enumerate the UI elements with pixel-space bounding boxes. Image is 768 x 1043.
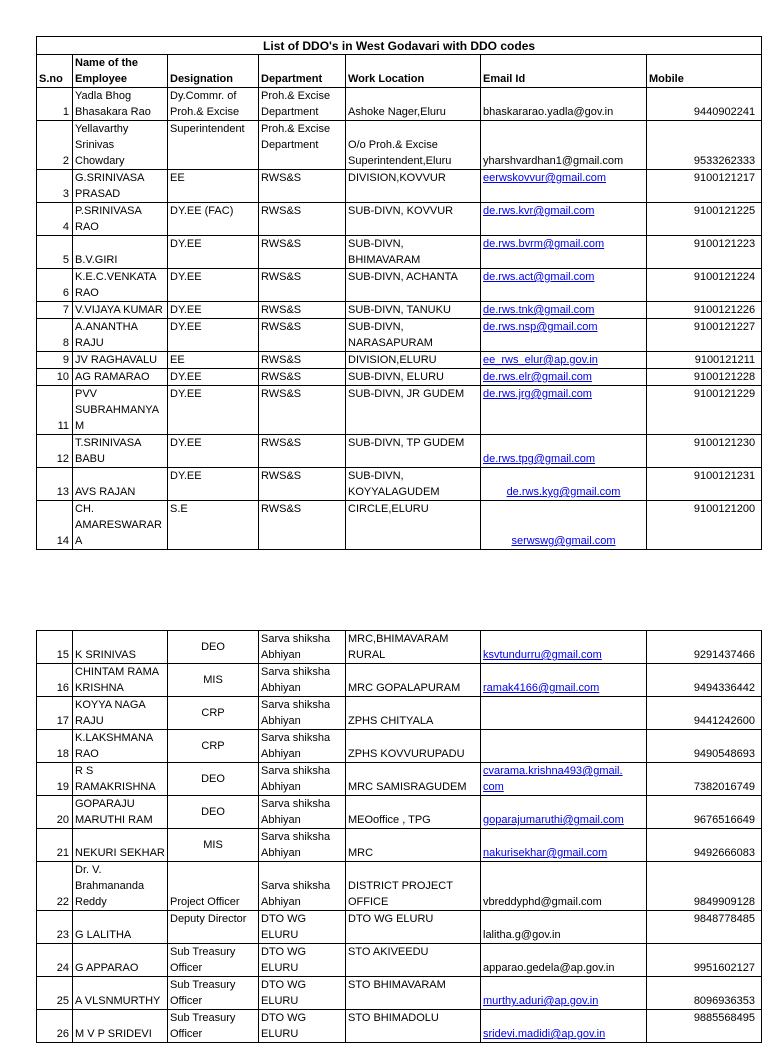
cell-name: JV RAGHAVALU [73,352,168,369]
table-row [37,911,762,944]
table-row [37,829,762,862]
table-row [37,369,762,386]
cell-department: RWS&S [259,170,346,203]
cell-email[interactable]: ee_rws_elur@ap.gov.in [481,352,647,369]
table-row [37,435,762,468]
cell-mobile: 9100121211 [647,352,762,369]
table-row [37,501,762,550]
cell-designation: DY.EE [168,319,259,352]
cell-mobile: 9100121228 [647,369,762,386]
header-mobile: Mobile [647,55,762,88]
cell-email[interactable]: de.rws.tpg@gmail.com [481,435,647,468]
cell-email: yharshvardhan1@gmail.com [481,121,647,170]
cell-location: STO BHIMADOLU [346,1010,481,1043]
cell-name: Yellavarthy Srinivas Chowdary [73,121,168,170]
cell-department: Sarva shiksha Abhiyan [259,631,346,664]
table-row [37,170,762,203]
header-row [37,55,762,88]
cell-designation: DEO [168,631,259,664]
cell-designation: DY.EE [168,386,259,435]
cell-department: DTO WG ELURU [259,911,346,944]
cell-sno: 3 [37,170,73,203]
cell-mobile: 9100121225 [647,203,762,236]
cell-location: MRC GOPALAPURAM [346,664,481,697]
cell-name: K.LAKSHMANA RAO [73,730,168,763]
cell-sno: 15 [37,631,73,664]
table-row [37,236,762,269]
cell-sno: 1 [37,88,73,121]
cell-department: RWS&S [259,302,346,319]
cell-sno: 21 [37,829,73,862]
cell-sno: 16 [37,664,73,697]
cell-mobile: 9441242600 [647,697,762,730]
cell-mobile: 9100121223 [647,236,762,269]
table-row [37,1010,762,1043]
cell-location: SUB-DIVN, KOVVUR [346,203,481,236]
cell-sno: 19 [37,763,73,796]
cell-name: AVS RAJAN [73,468,168,501]
cell-department: RWS&S [259,369,346,386]
cell-location: MRC [346,829,481,862]
table-row [37,203,762,236]
cell-location: SUB-DIVN, TP GUDEM [346,435,481,468]
cell-name: GOPARAJU MARUTHI RAM [73,796,168,829]
cell-designation: DY.EE [168,468,259,501]
cell-name: KOYYA NAGA RAJU [73,697,168,730]
cell-location: DISTRICT PROJECT OFFICE [346,862,481,911]
cell-designation: EE [168,352,259,369]
cell-department: RWS&S [259,319,346,352]
cell-mobile: 8096936353 [647,977,762,1010]
cell-sno: 8 [37,319,73,352]
table-title: List of DDO's in West Godavari with DDO codes [37,37,762,55]
cell-email [481,697,647,730]
cell-department: Sarva shiksha Abhiyan [259,862,346,911]
cell-sno: 13 [37,468,73,501]
cell-department: RWS&S [259,386,346,435]
cell-email[interactable]: de.rws.act@gmail.com [481,269,647,302]
cell-designation: CRP [168,697,259,730]
cell-mobile: 9849909128 [647,862,762,911]
cell-department: Sarva shiksha Abhiyan [259,796,346,829]
cell-location: SUB-DIVN, TANUKU [346,302,481,319]
cell-name: CH. AMARESWARAR A [73,501,168,550]
cell-location: Ashoke Nager,Eluru [346,88,481,121]
cell-sno: 9 [37,352,73,369]
table-row [37,796,762,829]
cell-email[interactable]: murthy.aduri@ap.gov.in [481,977,647,1010]
cell-email[interactable]: ksvtundurru@gmail.com [481,631,647,664]
cell-location: DIVISION,KOVVUR [346,170,481,203]
cell-department: Proh.& Excise Department [259,121,346,170]
cell-email[interactable]: de.rws.kvr@gmail.com [481,203,647,236]
cell-email[interactable]: ramak4166@gmail.com [481,664,647,697]
cell-name: CHINTAM RAMA KRISHNA [73,664,168,697]
cell-designation: DY.EE (FAC) [168,203,259,236]
cell-email: lalitha.g@gov.in [481,911,647,944]
cell-email [481,730,647,763]
table-row [37,697,762,730]
cell-department: RWS&S [259,269,346,302]
cell-email: vbreddyphd@gmail.com [481,862,647,911]
cell-designation: S.E [168,501,259,550]
cell-department: RWS&S [259,352,346,369]
cell-location: SUB-DIVN, NARASAPURAM [346,319,481,352]
cell-designation: DY.EE [168,269,259,302]
cell-department: RWS&S [259,435,346,468]
cell-sno: 10 [37,369,73,386]
cell-designation: Sub Treasury Officer [168,944,259,977]
cell-name: K SRINIVAS [73,631,168,664]
cell-department: DTO WG ELURU [259,977,346,1010]
cell-mobile: 9100121200 [647,501,762,550]
table-row [37,386,762,435]
cell-mobile: 9440902241 [647,88,762,121]
cell-name: Dr. V. Brahmananda Reddy [73,862,168,911]
cell-location: SUB-DIVN, ACHANTA [346,269,481,302]
cell-location: SUB-DIVN, JR GUDEM [346,386,481,435]
cell-sno: 7 [37,302,73,319]
cell-sno: 6 [37,269,73,302]
cell-designation: Sub Treasury Officer [168,977,259,1010]
table-row [37,631,762,664]
cell-mobile: 9100121230 [647,435,762,468]
cell-sno: 2 [37,121,73,170]
cell-mobile: 9100121231 [647,468,762,501]
cell-mobile: 9848778485 [647,911,762,944]
header-location: Work Location [346,55,481,88]
cell-sno: 25 [37,977,73,1010]
cell-designation: Sub Treasury Officer [168,1010,259,1043]
cell-designation: CRP [168,730,259,763]
cell-location: STO AKIVEEDU [346,944,481,977]
table-row [37,121,762,170]
header-department: Department [259,55,346,88]
cell-designation: MIS [168,829,259,862]
cell-designation: Superintendent [168,121,259,170]
cell-name: V.VIJAYA KUMAR [73,302,168,319]
cell-name: G APPARAO [73,944,168,977]
cell-email: apparao.gedela@ap.gov.in [481,944,647,977]
cell-mobile: 9100121226 [647,302,762,319]
cell-department: Sarva shiksha Abhiyan [259,730,346,763]
cell-email[interactable]: de.rws.kyg@gmail.com [481,468,647,501]
cell-location: MRC SAMISRAGUDEM [346,763,481,796]
cell-name: P.SRINIVASA RAO [73,203,168,236]
table-row [37,862,762,911]
table-row [37,88,762,121]
cell-name: AG RAMARAO [73,369,168,386]
header-name: Name of the Employee [73,55,168,88]
cell-location: MRC,BHIMAVARAM RURAL [346,631,481,664]
cell-email[interactable]: sridevi.madidi@ap.gov.in [481,1010,647,1043]
cell-mobile: 9676516649 [647,796,762,829]
cell-sno: 17 [37,697,73,730]
cell-email[interactable]: goparajumaruthi@gmail.com [481,796,647,829]
cell-department: DTO WG ELURU [259,944,346,977]
cell-email[interactable]: de.rws.jrg@gmail.com [481,386,647,435]
cell-mobile: 9533262333 [647,121,762,170]
cell-location: DTO WG ELURU [346,911,481,944]
cell-mobile: 9492666083 [647,829,762,862]
cell-designation: EE [168,170,259,203]
cell-email[interactable]: cvarama.krishna493@gmail. com [481,763,647,796]
cell-location: STO BHIMAVARAM [346,977,481,1010]
table-row [37,977,762,1010]
table-row [37,664,762,697]
cell-department: RWS&S [259,468,346,501]
cell-designation: DY.EE [168,435,259,468]
cell-sno: 23 [37,911,73,944]
cell-name: T.SRINIVASA BABU [73,435,168,468]
cell-email[interactable]: serwswg@gmail.com [481,501,647,550]
cell-mobile: 9100121229 [647,386,762,435]
cell-sno: 24 [37,944,73,977]
table-row [37,352,762,369]
cell-department: RWS&S [259,236,346,269]
ddo-table-2 [36,630,762,1043]
cell-department: DTO WG ELURU [259,1010,346,1043]
table-row [37,302,762,319]
header-designation: Designation [168,55,259,88]
cell-email[interactable]: nakurisekhar@gmail.com [481,829,647,862]
cell-name: NEKURI SEKHAR [73,829,168,862]
cell-department: Sarva shiksha Abhiyan [259,664,346,697]
cell-designation: DY.EE [168,369,259,386]
cell-email[interactable]: de.rws.bvrm@gmail.com [481,236,647,269]
cell-location: SUB-DIVN, BHIMAVARAM [346,236,481,269]
cell-name: A.ANANTHA RAJU [73,319,168,352]
cell-mobile: 7382016749 [647,763,762,796]
table-row [37,944,762,977]
table-row [37,319,762,352]
cell-mobile: 9100121224 [647,269,762,302]
cell-name: PVV SUBRAHMANYA M [73,386,168,435]
table-row [37,763,762,796]
cell-sno: 22 [37,862,73,911]
cell-location: SUB-DIVN, KOYYALAGUDEM [346,468,481,501]
cell-location: ZPHS CHITYALA [346,697,481,730]
header-email: Email Id [481,55,647,88]
cell-mobile: 9100121217 [647,170,762,203]
cell-email[interactable]: de.rws.elr@gmail.com [481,369,647,386]
cell-name: G LALITHA [73,911,168,944]
cell-department: Proh.& Excise Department [259,88,346,121]
cell-sno: 11 [37,386,73,435]
cell-department: RWS&S [259,501,346,550]
cell-name: G.SRINIVASA PRASAD [73,170,168,203]
cell-department: Sarva shiksha Abhiyan [259,829,346,862]
cell-sno: 4 [37,203,73,236]
cell-designation: Deputy Director [168,911,259,944]
cell-designation: DEO [168,763,259,796]
cell-location: SUB-DIVN, ELURU [346,369,481,386]
table-row [37,468,762,501]
cell-name: R S RAMAKRISHNA [73,763,168,796]
cell-mobile: 9100121227 [647,319,762,352]
cell-sno: 5 [37,236,73,269]
cell-location: DIVISION,ELURU [346,352,481,369]
cell-name: Yadla Bhog Bhasakara Rao [73,88,168,121]
header-sno: S.no [37,55,73,88]
cell-designation: DY.EE [168,236,259,269]
table-row [37,730,762,763]
cell-mobile: 9490548693 [647,730,762,763]
cell-designation: Project Officer [168,862,259,911]
cell-email[interactable]: de.rws.nsp@gmail.com [481,319,647,352]
cell-department: RWS&S [259,203,346,236]
cell-sno: 18 [37,730,73,763]
cell-mobile: 9291437466 [647,631,762,664]
cell-email[interactable]: de.rws.tnk@gmail.com [481,302,647,319]
cell-location: ZPHS KOVVURUPADU [346,730,481,763]
cell-designation: DY.EE [168,302,259,319]
cell-sno: 20 [37,796,73,829]
cell-name: A VLSNMURTHY [73,977,168,1010]
cell-name: B.V.GIRI [73,236,168,269]
cell-location: CIRCLE,ELURU [346,501,481,550]
cell-mobile: 9494336442 [647,664,762,697]
cell-email: bhaskararao.yadla@gov.in [481,88,647,121]
cell-name: K.E.C.VENKATA RAO [73,269,168,302]
cell-designation: MIS [168,664,259,697]
cell-department: Sarva shiksha Abhiyan [259,697,346,730]
cell-designation: Dy.Commr. of Proh.& Excise [168,88,259,121]
cell-department: Sarva shiksha Abhiyan [259,763,346,796]
cell-sno: 26 [37,1010,73,1043]
cell-mobile: 9951602127 [647,944,762,977]
cell-mobile: 9885568495 [647,1010,762,1043]
cell-name: M V P SRIDEVI [73,1010,168,1043]
cell-designation: DEO [168,796,259,829]
ddo-table-1 [36,36,762,550]
cell-email[interactable]: eerwskovvur@gmail.com [481,170,647,203]
cell-location: MEOoffice , TPG [346,796,481,829]
table-row [37,269,762,302]
cell-sno: 14 [37,501,73,550]
cell-location: O/o Proh.& Excise Superintendent,Eluru [346,121,481,170]
cell-sno: 12 [37,435,73,468]
